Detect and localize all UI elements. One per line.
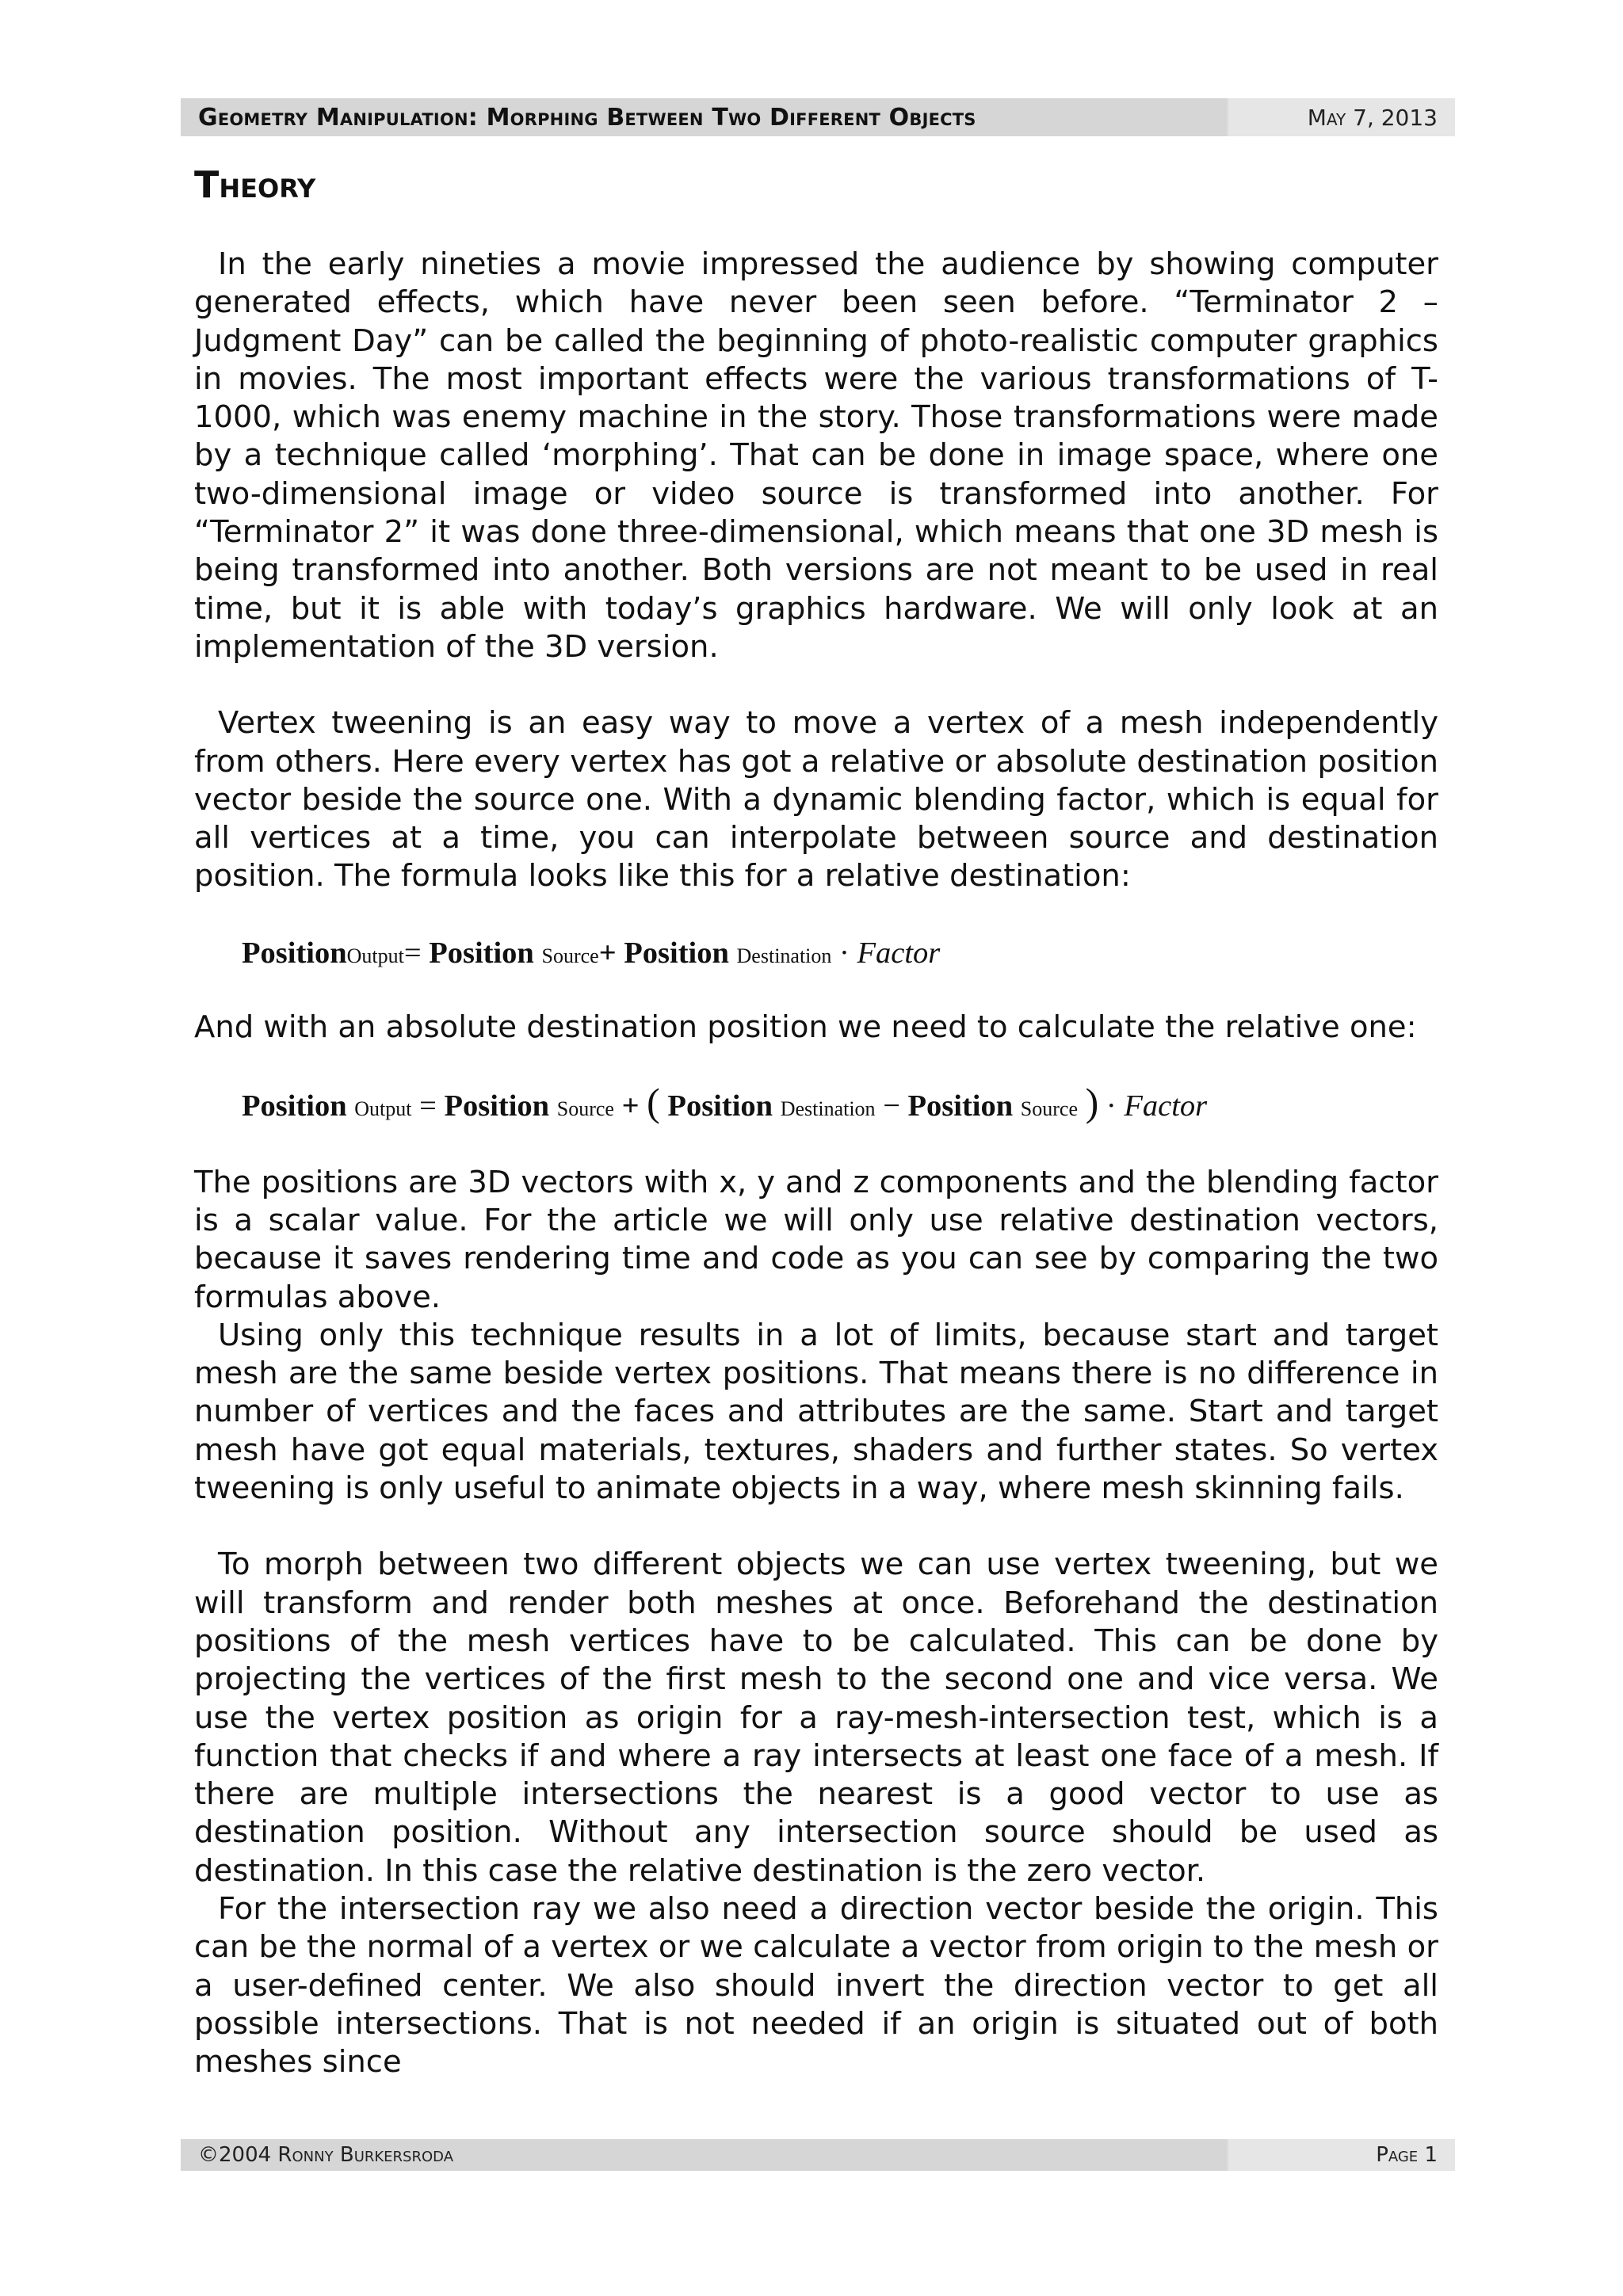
formula-operator: = [419, 1089, 437, 1123]
formula-term: Position [242, 1089, 347, 1123]
formula-subscript: Output [354, 1097, 412, 1121]
page-footer [181, 2139, 1455, 2171]
formula-term: Position [444, 1089, 550, 1123]
formula-subscript: Source [1020, 1097, 1078, 1121]
formula-operator: + [621, 1089, 640, 1123]
paragraph-absolute: And with an absolute destination position we need to calculate the relative one: [194, 1009, 1417, 1046]
formula-term: Position [667, 1089, 773, 1123]
paragraph-vertex-tweening: Vertex tweening is an easy way to move a vertex of a mesh independently from others. Here every vertex has got a relative or absolute destination position vector beside the source one. With a dynamic blending factor, which is equal for all vertices at a time, you can interpolate between source and destination position. The formula looks like this for a relative destination: [194, 705, 1438, 894]
formula-operator: − [883, 1089, 900, 1123]
header-date: May 7, 2013 [1228, 98, 1455, 136]
formula-subscript: Destination [736, 944, 832, 967]
formula-operator: + [598, 936, 617, 970]
formula-operator: · [839, 936, 850, 970]
paragraph-limits: Using only this technique results in a lot of limits, because start and target mesh are the same beside vertex positions. That means there is no difference in number of vertices and the faces and attributes are the same. Start and target mesh have got equal materials, textures, shaders and further states. So vertex tweening is only useful to animate objects in a way, where mesh skinning fails. [194, 1317, 1438, 1507]
footer-page-number: Page 1 [1228, 2139, 1455, 2171]
formula-relative [242, 934, 1438, 975]
formula-operator: = [403, 936, 422, 970]
formula-term: Position [429, 936, 534, 970]
formula-paren-close: ) [1085, 1080, 1099, 1125]
paragraph-intersection-ray: For the intersection ray we also need a direction vector beside the origin. This can be the normal of a vertex or we calculate a vector from origin to the mesh or a user-defined center. We also should invert the direction vector to get all possible intersections. That is not needed if an origin is situated out of both meshes since [194, 1890, 1438, 2081]
formula-term: Position [624, 936, 729, 970]
formula-operator: · [1106, 1089, 1117, 1123]
formula-factor: Factor [1124, 1089, 1208, 1123]
formula-term: Position [242, 936, 347, 970]
paragraph-morph: To morph between two different objects we can use vertex tweening, but we will transform and render both meshes at once. Beforehand the destination positions of the mesh vertices have to be calculated. This can be done by projecting the vertices of the first mesh to the second one and vice versa. We use the vertex position as origin for a ray-mesh-intersection test, which is a function that checks if and where a ray intersects at least one face of a mesh. If there are multiple intersections the nearest is a good vector to use as destination position. Without any intersection source should be used as destination. In this case the relative destination is the zero vector. [194, 1547, 1438, 1889]
formula-subscript: Source [541, 944, 599, 967]
page-header [181, 98, 1455, 136]
formula-subscript: Source [556, 1097, 614, 1121]
paragraph-intro: In the early nineties a movie impressed the audience by showing computer generated effects, which have never been seen before. “Terminator 2 – Judgment Day” can be called the beginning of photo-realistic computer graphics in movies. The most important effects were the various transformations of T-1000, which was enemy machine in the story. Those transformations were made by a technique called ‘morphing’. That can be done in image space, where one two-dimensional image or video source is transformed into another. For “Terminator 2” it was done three-dimensional, which means that one 3D mesh is being transformed into another. Both versions are not meant to be used in real time, but it is able with today’s graphics hardware. We will only look at an implementation of the 3D version. [194, 246, 1438, 665]
header-title: Geometry Manipulation: Morphing Between Two Different Objects [181, 98, 1227, 136]
formula-subscript: Destination [780, 1097, 876, 1121]
formula-paren-open: ( [647, 1080, 660, 1125]
formula-factor: Factor [857, 936, 941, 970]
formula-subscript: Output [346, 944, 404, 967]
article-body [194, 246, 1438, 2081]
formula-absolute [242, 1080, 1438, 1128]
footer-copyright: ©2004 Ronny Burkersroda [181, 2139, 1227, 2171]
section-title: Theory [194, 163, 316, 206]
paragraph-positions: The positions are 3D vectors with x, y and z components and the blending factor is a scalar value. For the article we will only use relative destination vectors, because it saves rendering time and code as you can see by comparing the two formulas above. [194, 1164, 1438, 1315]
formula-term: Position [907, 1089, 1014, 1123]
